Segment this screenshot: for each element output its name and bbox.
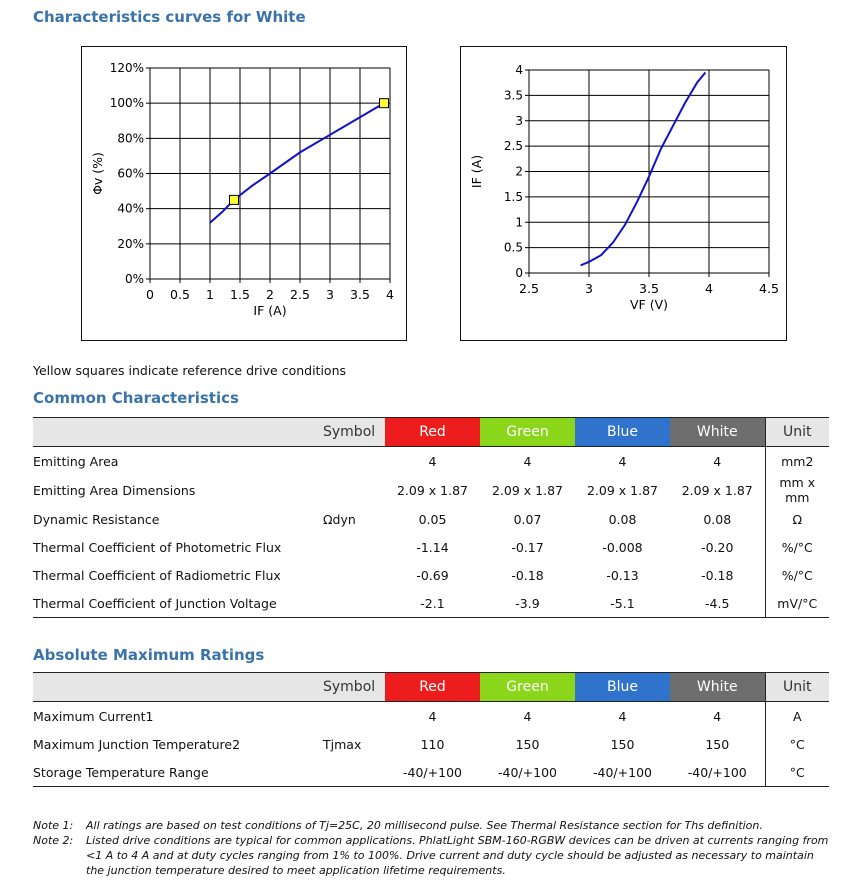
reference-marker [230, 195, 239, 204]
row-symbol [323, 533, 385, 561]
header-blue: Blue [575, 673, 670, 702]
row-unit: °C [765, 758, 829, 787]
x-tick-label: 0.5 [170, 287, 190, 302]
value-blue: 2.09 x 1.87 [586, 482, 658, 498]
note-2 [33, 833, 833, 878]
value-white: 2.09 x 1.87 [681, 482, 753, 498]
value-green: 150 [515, 736, 540, 752]
value-white: -40/+100 [670, 758, 765, 787]
header-blue: Blue [575, 418, 670, 447]
value-blue: 4 [618, 453, 627, 469]
x-tick-label: 3.5 [639, 281, 659, 296]
header-blank [33, 673, 323, 702]
value-white: 0.08 [703, 511, 732, 527]
x-tick-label: 4 [386, 287, 394, 302]
value-red: 0.05 [418, 511, 447, 527]
value-blue: -40/+100 [575, 758, 670, 787]
reference-marker [380, 99, 389, 108]
footnotes [33, 818, 833, 878]
note-key: Note 2: [33, 834, 74, 847]
row-symbol [323, 589, 385, 618]
note-text: Listed drive conditions are typical for common applications. PhlatLight SBM-160-RGBW devices can be driven at currents ranging from <1 A to 4 A and at duty cycles ranging from 1% to 100%. Drive current and duty cycle should be adjusted as necessary to maintain the junction temperature desired to meet application lifetime requirements. [86, 834, 829, 877]
row-label: Emitting Area Dimensions [33, 482, 196, 498]
x-tick-label: 0 [146, 287, 154, 302]
x-tick-label: 2.5 [290, 287, 310, 302]
row-unit: mV/°C [765, 589, 829, 618]
value-blue: 4 [618, 708, 627, 724]
x-axis-title: VF (V) [629, 297, 669, 312]
value-green: 2.09 x 1.87 [491, 482, 563, 498]
row-symbol [323, 758, 385, 787]
value-blue: 150 [610, 736, 635, 752]
x-tick-label: 2.5 [519, 281, 539, 296]
table-row [33, 505, 829, 533]
table-row [33, 447, 829, 476]
row-symbol: Ωdyn [323, 511, 356, 527]
y-axis-title: Φv (%) [90, 152, 105, 195]
table-row [33, 561, 829, 589]
value-blue: 0.08 [608, 511, 637, 527]
table-row [33, 758, 829, 787]
y-tick-label: 0.5 [503, 240, 523, 255]
iv-chart-svg [461, 47, 788, 342]
row-label: Thermal Coefficient of Junction Voltage [33, 589, 323, 618]
common-characteristics-table [33, 417, 829, 618]
header-white: White [670, 673, 765, 702]
row-label: Dynamic Resistance [33, 511, 160, 527]
row-unit: mm x mm [765, 475, 829, 505]
table-row [33, 589, 829, 618]
absolute-heading: Absolute Maximum Ratings [33, 646, 265, 664]
header-unit: Unit [765, 418, 829, 447]
note-key: Note 1: [33, 819, 74, 832]
row-label: Thermal Coefficient of Photometric Flux [33, 539, 282, 555]
x-tick-label: 3.5 [350, 287, 370, 302]
row-unit: Ω [765, 505, 829, 533]
row-label: Storage Temperature Range [33, 758, 323, 787]
x-tick-label: 2 [266, 287, 274, 302]
row-symbol [323, 475, 385, 505]
value-green: 0.07 [513, 511, 542, 527]
value-red: 4 [428, 708, 437, 724]
value-red: 110 [420, 736, 445, 752]
note-text: All ratings are based on test conditions of Tj=25C, 20 millisecond pulse. See Thermal Resistance section for Ths definition. [86, 819, 763, 832]
value-green: 4 [523, 708, 532, 724]
row-symbol [323, 702, 385, 731]
value-green: -3.9 [480, 589, 575, 618]
y-tick-label: 20% [117, 236, 144, 251]
y-tick-label: 1 [515, 215, 523, 230]
value-green: -0.18 [511, 567, 544, 583]
value-white: 150 [705, 736, 730, 752]
y-tick-label: 3.5 [503, 88, 523, 103]
y-tick-label: 60% [117, 166, 144, 181]
absolute-maximum-ratings-table [33, 672, 829, 787]
header-white: White [670, 418, 765, 447]
table-header-row [33, 673, 829, 702]
row-label: Maximum Current1 [33, 708, 154, 724]
x-tick-label: 1.5 [230, 287, 250, 302]
series-line [581, 73, 706, 266]
y-tick-label: 120% [109, 61, 144, 75]
y-tick-label: 3 [515, 113, 523, 128]
value-white: 4 [713, 708, 722, 724]
flux-vs-current-chart [81, 46, 407, 341]
x-tick-label: 4.5 [759, 281, 779, 296]
value-white: 4 [713, 453, 722, 469]
y-tick-label: 40% [117, 201, 144, 216]
row-unit: A [765, 702, 829, 731]
value-white: -0.18 [701, 567, 734, 583]
y-tick-label: 100% [109, 96, 144, 111]
value-green: 4 [523, 453, 532, 469]
x-tick-label: 1 [206, 287, 214, 302]
value-blue: -5.1 [575, 589, 670, 618]
common-heading: Common Characteristics [33, 389, 239, 407]
row-label: Maximum Junction Temperature2 [33, 736, 241, 752]
value-red: 4 [428, 453, 437, 469]
x-axis-title: IF (A) [253, 303, 287, 318]
curves-heading: Characteristics curves for White [33, 8, 306, 26]
current-vs-voltage-chart [460, 46, 787, 341]
chart-caption: Yellow squares indicate reference drive conditions [33, 363, 347, 378]
row-symbol [323, 561, 385, 589]
row-label: Thermal Coefficient of Radiometric Flux [33, 567, 281, 583]
row-unit: mm2 [765, 447, 829, 476]
header-symbol: Symbol [323, 673, 385, 702]
row-symbol: Tjmax [323, 736, 362, 752]
value-red: -0.69 [416, 567, 449, 583]
value-red: -2.1 [385, 589, 480, 618]
table-header-row [33, 418, 829, 447]
header-red: Red [385, 673, 480, 702]
header-blank [33, 418, 323, 447]
y-tick-label: 80% [117, 131, 144, 146]
header-symbol: Symbol [323, 418, 385, 447]
row-label: Emitting Area [33, 453, 119, 469]
x-tick-label: 4 [705, 281, 713, 296]
y-tick-label: 4 [515, 63, 523, 77]
row-unit: °C [765, 730, 829, 758]
table-row [33, 702, 829, 731]
value-green: -0.17 [511, 539, 544, 555]
x-tick-label: 3 [585, 281, 593, 296]
note-1 [33, 818, 833, 833]
header-green: Green [480, 418, 575, 447]
y-tick-label: 0 [515, 266, 523, 280]
flux-chart-svg [82, 47, 408, 342]
y-axis-title: IF (A) [469, 154, 484, 189]
row-symbol [323, 447, 385, 476]
y-tick-label: 2 [515, 164, 523, 179]
y-tick-label: 2.5 [503, 139, 523, 154]
table-row [33, 475, 829, 505]
value-white: -0.20 [701, 539, 734, 555]
y-tick-label: 1.5 [503, 189, 523, 204]
x-tick-label: 3 [326, 287, 334, 302]
value-blue: -0.008 [602, 539, 643, 555]
header-unit: Unit [765, 673, 829, 702]
value-red: -40/+100 [385, 758, 480, 787]
header-green: Green [480, 673, 575, 702]
value-white: -4.5 [670, 589, 765, 618]
header-red: Red [385, 418, 480, 447]
value-green: -40/+100 [480, 758, 575, 787]
table-row [33, 730, 829, 758]
value-red: 2.09 x 1.87 [396, 482, 468, 498]
table-row [33, 533, 829, 561]
row-unit: %/°C [765, 533, 829, 561]
value-red: -1.14 [416, 539, 449, 555]
row-unit: %/°C [765, 561, 829, 589]
y-tick-label: 0% [124, 272, 144, 286]
value-blue: -0.13 [606, 567, 639, 583]
